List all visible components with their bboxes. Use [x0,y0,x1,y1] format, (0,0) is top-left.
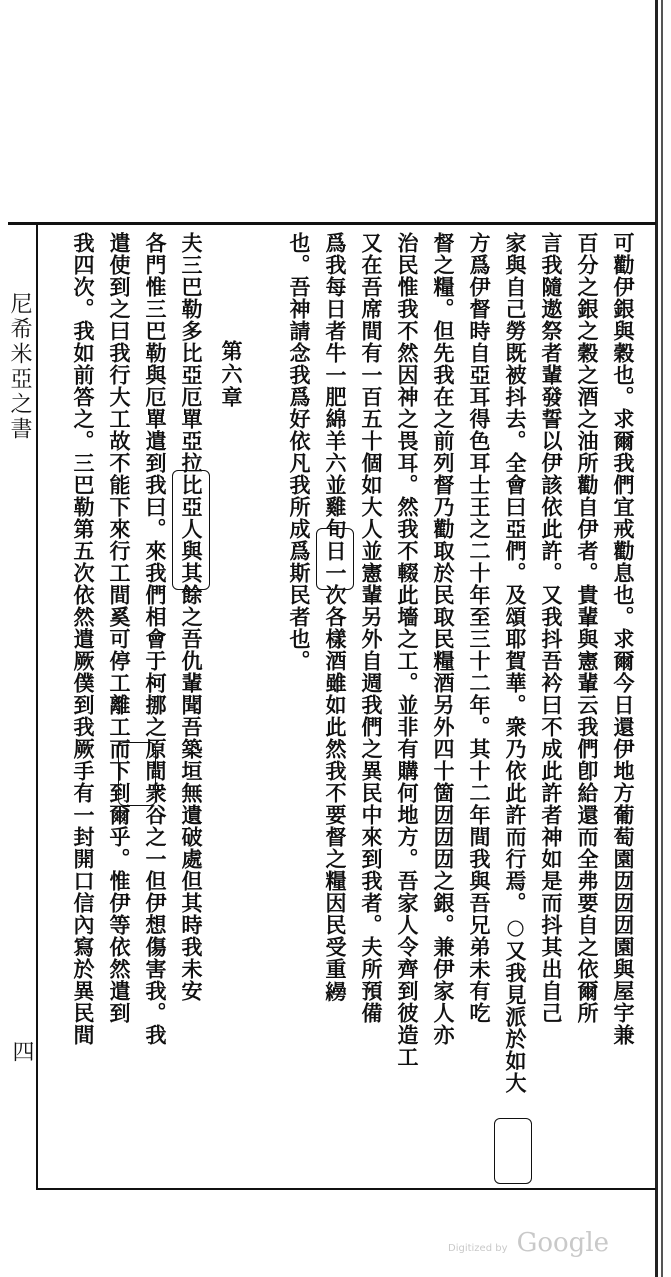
text-column-8: 又在吾席間有一百五十個如大人並憲輩另外自週我們之異民中來到我者。夫所預備 [359,232,384,1024]
watermark-small-text: Digitized by [448,1243,508,1254]
boxed-name-marker [172,470,210,590]
text-column-3: 言我隨遨祭者輩發誓以伊該依此許。又我抖吾衿曰不成此許者神如是而抖其出自己 [539,232,564,1024]
margin-border-rule [36,224,38,1189]
text-column-12: 夫三巴勒多比亞厄單亞拉比亞人與其餘之吾仇輩聞吾築垣無遺破處但其時我未安 [179,232,204,1002]
text-column-7: 治民惟我不然因神之畏耳。然我不輟此墻之工。並非有購何地方。吾家人令齊到彼造工 [395,232,420,1068]
running-title: 尼希米亞之書 [7,292,32,442]
digitized-watermark [448,1228,609,1258]
page-number: 四 [9,1040,34,1062]
top-border-rule [8,222,656,225]
text-column-2: 百分之銀之穀之酒之油所勸自伊者。貴輩與憲輩云我們卽給還而全弗要自之依爾所 [575,232,600,1024]
page-edge-line-outer [661,0,663,1277]
text-column-5: 方爲伊督時自亞耳得色耳士王之二十年至三十二年。其十二年間我與吾兄弟未有吃 [467,232,492,1024]
page-edge-line [655,0,658,1277]
google-logo: Google [516,1228,610,1258]
chapter-heading: 第六章 [219,340,244,409]
boxed-name-marker [118,742,156,806]
text-column-13: 各門惟三巴勒與厄單遣到我曰。來我們相會于柯挪之原間衆谷之一但伊想傷害我。我 [143,232,168,1046]
text-column-6: 督之糧。但先我在之前列督乃勸取於民取民糧酒另外四十箇㘞㘞㘞之銀。兼伊家人亦 [431,232,456,1046]
text-column-4: 家與自己勞既被抖去。全會曰亞們。及頌耶賀華。衆乃依此許而行焉。○又我見派於如大 [503,232,528,1094]
text-column-10: 也。吾神請念我爲好依凡我所成爲斯民者也。 [287,232,312,672]
text-column-14: 遣使到之曰我行大工故不能下來行工間奚可停工離工而下到爾乎。惟伊等依然遣到 [107,232,132,1024]
boxed-name-marker [316,528,354,590]
text-column-1: 可勸伊銀與穀也。求爾我們宜戒勸息也。求爾今日還伊地方葡萄園㘞㘞㘞園與屋宇兼 [611,232,636,1046]
text-column-9: 爲我每日者牛一肥綿羊六並雞旬日一次各樣酒雖如此然我不要督之糧因民受重𦆅 [323,232,348,1002]
boxed-name-marker [494,1118,532,1184]
text-column-15: 我四次。我如前答之。三巴勒第五次依然遣厥僕到我厥手有一封開口信內寫於異民間 [71,232,96,1046]
bottom-border-rule [36,1188,656,1190]
